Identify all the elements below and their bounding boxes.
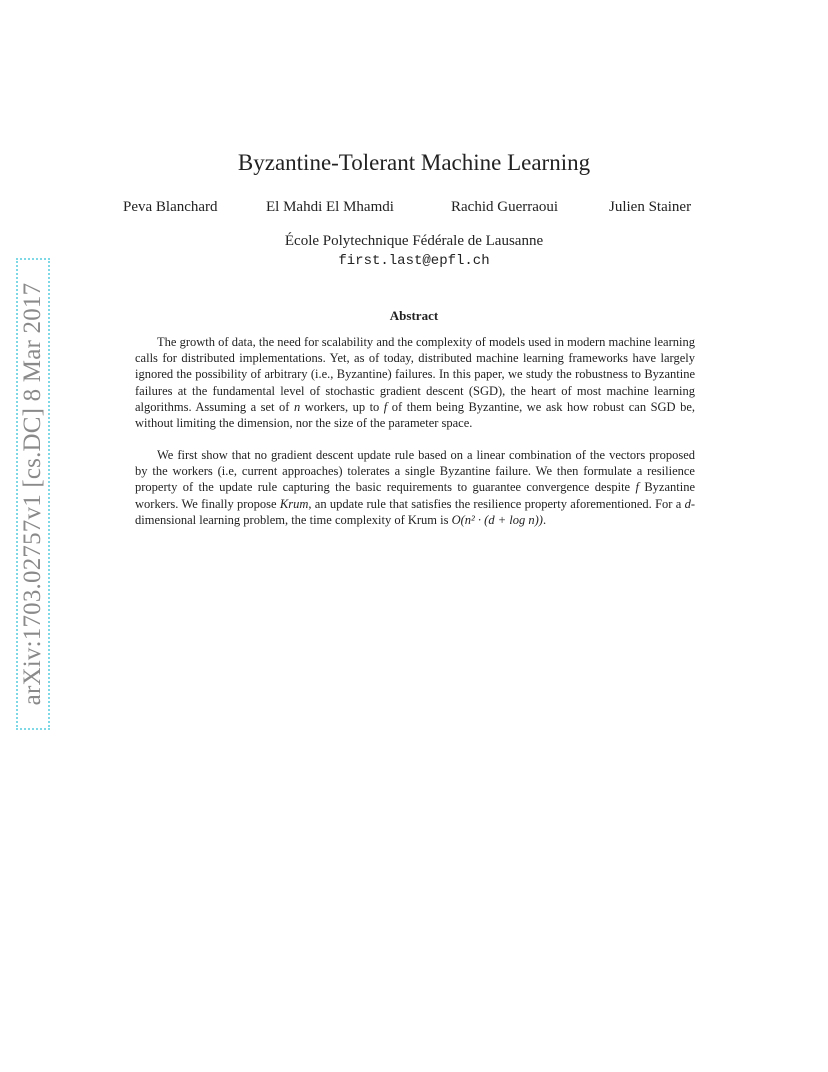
algorithm-name: Krum: [279, 496, 309, 511]
author-name: Peva Blanchard: [123, 199, 218, 215]
math-variable: f: [635, 480, 639, 495]
abstract-text: -dimensional learning problem, the time complexity of Krum is: [135, 496, 696, 527]
author-name: Julien Stainer: [609, 199, 692, 215]
paper-title: Byzantine-Tolerant Machine Learning: [237, 150, 591, 175]
math-variable: f: [383, 399, 388, 414]
abstract-text: of them being Byzantine, we ask how robust can SGD be, without limiting the dimension, nor the size of the parameter space.: [135, 399, 696, 431]
affiliation: École Polytechnique Fédérale de Lausanne: [284, 233, 544, 249]
math-variable: d: [684, 496, 691, 511]
abstract-heading: Abstract: [389, 308, 439, 323]
abstract-paragraph-2: [135, 447, 695, 528]
arxiv-stamp: [16, 258, 50, 730]
author-name: Rachid Guerraoui: [451, 199, 559, 215]
abstract-text: The growth of data, the need for scalability and the complexity of models used in modern machine learning calls for distributed implementations. Yet, as of today, distributed machine learning frameworks have largely ignored the possibility of arbitrary (i.e., Byzantine) failures. In this paper, we study the robustness to Byzantine failures at the fundamental level of stochastic gradient descent (SGD), the heart of most machine learning algorithms. Assuming a set of: [135, 335, 695, 414]
arxiv-identifier: arXiv:1703.02757v1 [cs.DC] 8 Mar 2017: [19, 282, 46, 706]
abstract-text: , an update rule that satisfies the resilience property aforementioned. For a: [308, 496, 682, 511]
abstract-text: Byzantine workers. We finally propose: [135, 480, 695, 511]
abstract-text: .: [542, 512, 547, 527]
abstract-text: We first show that no gradient descent update rule based on a linear combination of the vectors proposed by the workers (i.e, current approaches) tolerates a single Byzantine failure. We then formulate a resilience property of the update rule capturing the basic requirements to guarantee convergence despite: [135, 448, 695, 495]
contact-email: first.last@epfl.ch: [338, 253, 490, 269]
complexity-formula: O(n² · (d + log n)): [451, 512, 543, 527]
author-name: El Mahdi El Mhamdi: [266, 199, 394, 215]
abstract-text: workers, up to: [304, 399, 380, 414]
math-variable: n: [293, 399, 301, 414]
abstract-paragraph-1: [135, 334, 695, 431]
